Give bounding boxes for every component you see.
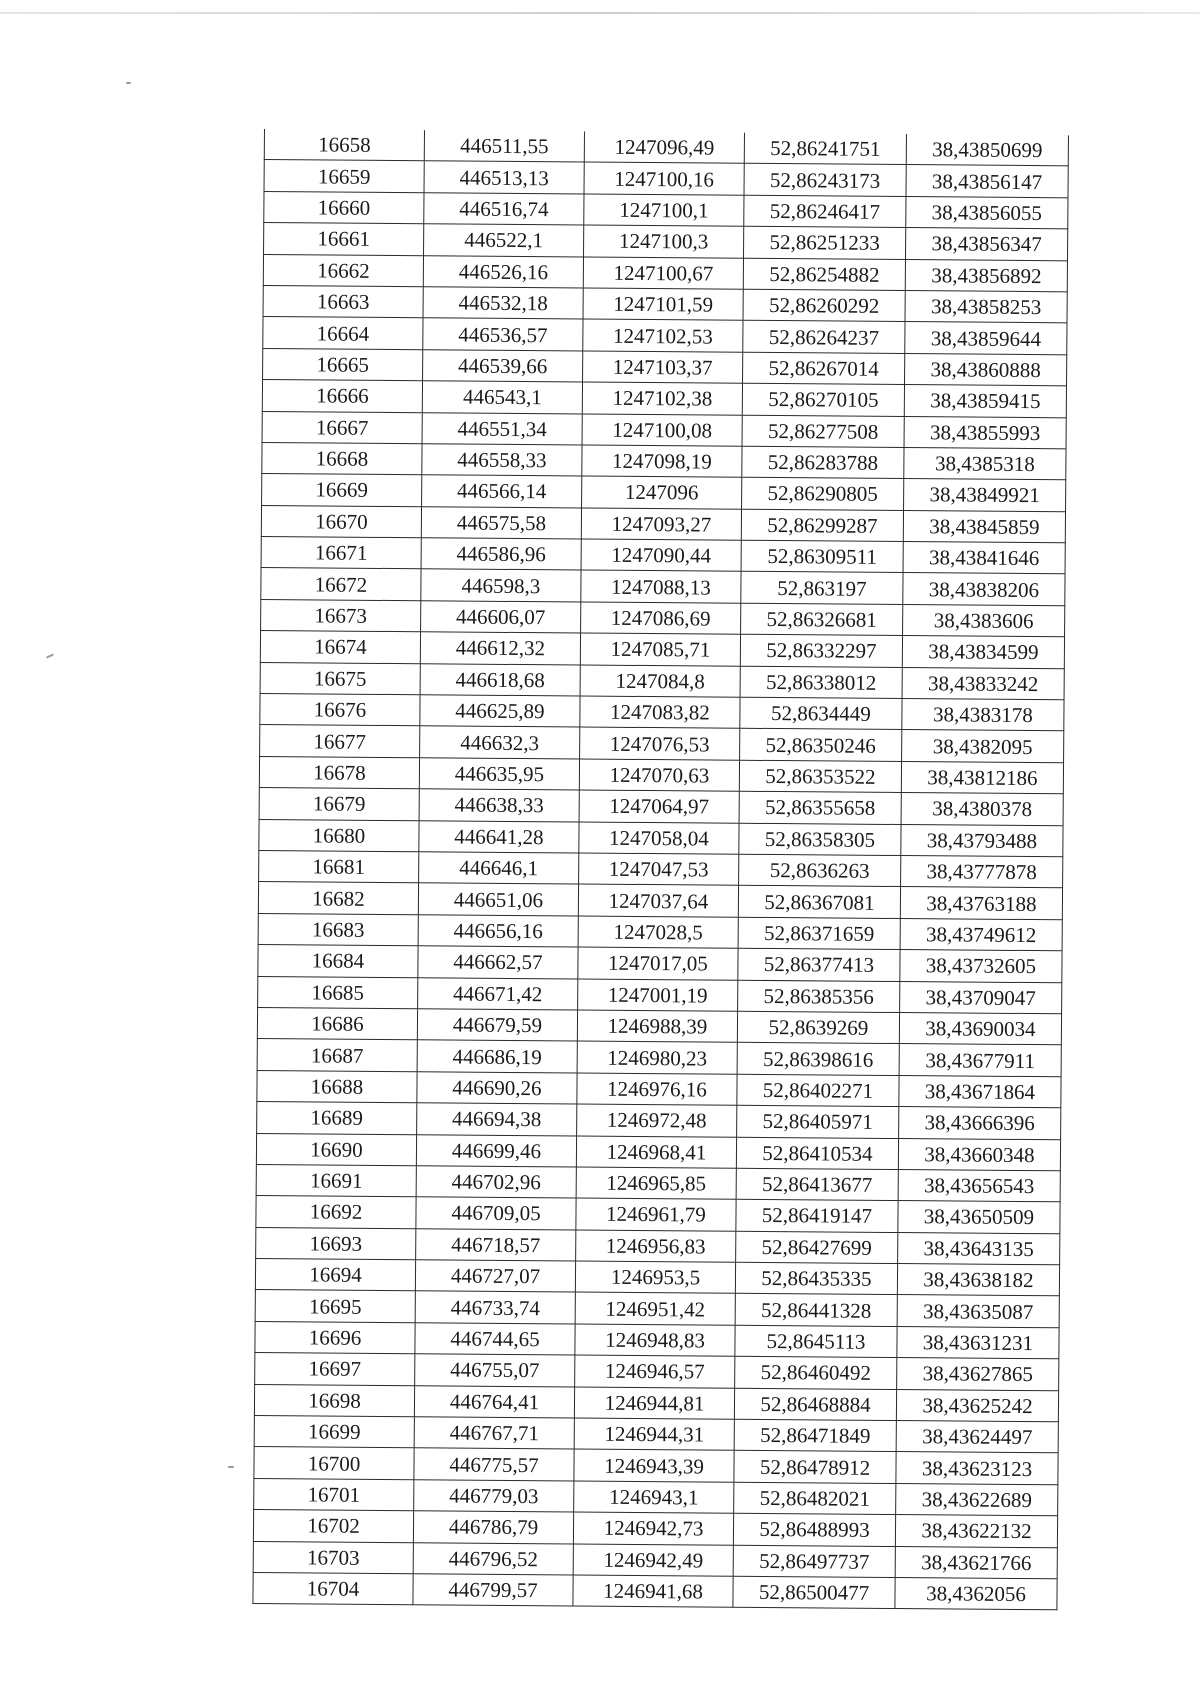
latitude-cell: 52,86427699 bbox=[736, 1231, 898, 1264]
latitude-cell: 52,86500477 bbox=[733, 1576, 895, 1609]
longitude-cell: 38,43812186 bbox=[901, 761, 1063, 794]
point-number-cell: 16687 bbox=[257, 1039, 417, 1072]
longitude-cell: 38,43850699 bbox=[906, 134, 1068, 166]
x-coordinate-cell: 446775,57 bbox=[414, 1448, 574, 1481]
y-coordinate-cell: 1246943,1 bbox=[574, 1481, 734, 1514]
longitude-cell: 38,43849921 bbox=[904, 479, 1066, 512]
y-coordinate-cell: 1247093,27 bbox=[581, 508, 741, 541]
x-coordinate-cell: 446662,57 bbox=[418, 946, 578, 979]
latitude-cell: 52,86243173 bbox=[744, 164, 906, 197]
longitude-cell: 38,43859644 bbox=[905, 322, 1067, 355]
longitude-cell: 38,43625242 bbox=[896, 1389, 1058, 1422]
latitude-cell: 52,86309511 bbox=[741, 540, 903, 573]
point-number-cell: 16684 bbox=[258, 945, 418, 978]
longitude-cell: 38,43856055 bbox=[906, 196, 1068, 229]
point-number-cell: 16695 bbox=[255, 1290, 415, 1323]
x-coordinate-cell: 446532,18 bbox=[423, 287, 583, 320]
latitude-cell: 52,86358305 bbox=[739, 823, 901, 856]
point-number-cell: 16690 bbox=[256, 1133, 416, 1166]
y-coordinate-cell: 1247058,04 bbox=[579, 822, 739, 855]
x-coordinate-cell: 446651,06 bbox=[418, 883, 578, 916]
x-coordinate-cell: 446686,19 bbox=[417, 1040, 577, 1073]
latitude-cell: 52,86398616 bbox=[737, 1043, 899, 1076]
longitude-cell: 38,4383178 bbox=[902, 699, 1064, 732]
latitude-cell: 52,86441328 bbox=[735, 1294, 897, 1327]
latitude-cell: 52,86488993 bbox=[733, 1513, 895, 1546]
x-coordinate-cell: 446699,46 bbox=[416, 1134, 576, 1167]
x-coordinate-cell: 446694,38 bbox=[417, 1103, 577, 1136]
latitude-cell: 52,86402271 bbox=[737, 1074, 899, 1107]
longitude-cell: 38,43709047 bbox=[900, 981, 1062, 1014]
latitude-cell: 52,86326681 bbox=[741, 603, 903, 636]
latitude-cell: 52,86497737 bbox=[733, 1545, 895, 1578]
y-coordinate-cell: 1247064,97 bbox=[579, 790, 739, 823]
point-number-cell: 16701 bbox=[254, 1478, 414, 1511]
latitude-cell: 52,86482021 bbox=[734, 1482, 896, 1515]
latitude-cell: 52,8636263 bbox=[739, 854, 901, 887]
y-coordinate-cell: 1246946,57 bbox=[575, 1355, 735, 1388]
latitude-cell: 52,86460492 bbox=[735, 1356, 897, 1389]
y-coordinate-cell: 1247102,38 bbox=[582, 382, 742, 415]
y-coordinate-cell: 1246968,41 bbox=[576, 1135, 736, 1168]
longitude-cell: 38,43777878 bbox=[901, 856, 1063, 889]
y-coordinate-cell: 1247098,19 bbox=[582, 445, 742, 478]
latitude-cell: 52,86277508 bbox=[742, 415, 904, 448]
point-number-cell: 16672 bbox=[261, 568, 421, 601]
point-number-cell: 16699 bbox=[254, 1415, 414, 1448]
latitude-cell: 52,86246417 bbox=[744, 195, 906, 228]
point-number-cell: 16694 bbox=[255, 1259, 415, 1292]
point-number-cell: 16663 bbox=[263, 285, 423, 318]
x-coordinate-cell: 446646,1 bbox=[419, 852, 579, 885]
point-number-cell: 16666 bbox=[262, 380, 422, 413]
longitude-cell: 38,43643135 bbox=[898, 1232, 1060, 1265]
latitude-cell: 52,8639269 bbox=[737, 1011, 899, 1044]
point-number-cell: 16697 bbox=[255, 1353, 415, 1386]
longitude-cell: 38,43677911 bbox=[899, 1044, 1061, 1077]
longitude-cell: 38,43732605 bbox=[900, 950, 1062, 983]
x-coordinate-cell: 446566,14 bbox=[422, 475, 582, 508]
point-number-cell: 16693 bbox=[256, 1227, 416, 1260]
longitude-cell: 38,4385318 bbox=[904, 447, 1066, 480]
latitude-cell: 52,86371659 bbox=[738, 917, 900, 950]
point-number-cell: 16675 bbox=[260, 662, 420, 695]
coordinates-table-body bbox=[253, 129, 1069, 1610]
longitude-cell: 38,43635087 bbox=[897, 1295, 1059, 1328]
longitude-cell: 38,43627865 bbox=[897, 1358, 1059, 1391]
latitude-cell: 52,86419147 bbox=[736, 1200, 898, 1233]
point-number-cell: 16682 bbox=[258, 882, 418, 915]
longitude-cell: 38,43845859 bbox=[903, 510, 1065, 543]
latitude-cell: 52,86338012 bbox=[740, 666, 902, 699]
y-coordinate-cell: 1246944,31 bbox=[574, 1418, 734, 1451]
x-coordinate-cell: 446679,59 bbox=[417, 1009, 577, 1042]
y-coordinate-cell: 1247100,08 bbox=[582, 414, 742, 447]
latitude-cell: 52,86241751 bbox=[744, 133, 906, 165]
point-number-cell: 16669 bbox=[262, 474, 422, 507]
y-coordinate-cell: 1246941,68 bbox=[573, 1575, 733, 1608]
y-coordinate-cell: 1246972,48 bbox=[577, 1104, 737, 1137]
latitude-cell: 52,86290805 bbox=[742, 478, 904, 511]
longitude-cell: 38,43623123 bbox=[896, 1452, 1058, 1485]
y-coordinate-cell: 1247084,8 bbox=[580, 665, 740, 698]
latitude-cell: 52,86410534 bbox=[736, 1137, 898, 1170]
latitude-cell: 52,86260292 bbox=[743, 289, 905, 322]
x-coordinate-cell: 446727,07 bbox=[415, 1260, 575, 1293]
longitude-cell: 38,4383606 bbox=[903, 604, 1065, 637]
longitude-cell: 38,43856892 bbox=[905, 259, 1067, 292]
point-number-cell: 16661 bbox=[264, 223, 424, 256]
x-coordinate-cell: 446558,33 bbox=[422, 444, 582, 477]
x-coordinate-cell: 446744,65 bbox=[415, 1323, 575, 1356]
longitude-cell: 38,43631231 bbox=[897, 1326, 1059, 1359]
y-coordinate-cell: 1247101,59 bbox=[583, 288, 743, 321]
longitude-cell: 38,43833242 bbox=[902, 667, 1064, 700]
latitude-cell: 52,86267014 bbox=[743, 352, 905, 385]
y-coordinate-cell: 1247001,19 bbox=[578, 979, 738, 1012]
x-coordinate-cell: 446702,96 bbox=[416, 1166, 576, 1199]
y-coordinate-cell: 1247047,53 bbox=[579, 853, 739, 886]
longitude-cell: 38,4380378 bbox=[901, 793, 1063, 826]
x-coordinate-cell: 446779,03 bbox=[414, 1480, 574, 1513]
point-number-cell: 16678 bbox=[259, 756, 419, 789]
x-coordinate-cell: 446551,34 bbox=[422, 412, 582, 445]
x-coordinate-cell: 446656,16 bbox=[418, 915, 578, 948]
latitude-cell: 52,86435335 bbox=[735, 1262, 897, 1295]
y-coordinate-cell: 1247088,13 bbox=[581, 570, 741, 603]
point-number-cell: 16658 bbox=[264, 129, 424, 161]
x-coordinate-cell: 446632,3 bbox=[420, 726, 580, 759]
point-number-cell: 16702 bbox=[253, 1510, 413, 1543]
y-coordinate-cell: 1247100,3 bbox=[584, 225, 744, 258]
x-coordinate-cell: 446786,79 bbox=[413, 1511, 573, 1544]
longitude-cell: 38,43624497 bbox=[896, 1421, 1058, 1454]
x-coordinate-cell: 446718,57 bbox=[416, 1228, 576, 1261]
x-coordinate-cell: 446543,1 bbox=[422, 381, 582, 414]
latitude-cell: 52,86471849 bbox=[734, 1419, 896, 1452]
x-coordinate-cell: 446575,58 bbox=[421, 506, 581, 539]
x-coordinate-cell: 446755,07 bbox=[415, 1354, 575, 1387]
x-coordinate-cell: 446671,42 bbox=[418, 977, 578, 1010]
point-number-cell: 16664 bbox=[263, 317, 423, 350]
latitude-cell: 52,86353522 bbox=[739, 760, 901, 793]
x-coordinate-cell: 446612,32 bbox=[420, 632, 580, 665]
latitude-cell: 52,863197 bbox=[741, 572, 903, 605]
longitude-cell: 38,43834599 bbox=[902, 636, 1064, 669]
longitude-cell: 38,43660348 bbox=[898, 1138, 1060, 1171]
longitude-cell: 38,43793488 bbox=[901, 824, 1063, 857]
x-coordinate-cell: 446733,74 bbox=[415, 1291, 575, 1324]
longitude-cell: 38,43859415 bbox=[904, 385, 1066, 418]
scan-top-edge bbox=[0, 12, 1200, 14]
point-number-cell: 16680 bbox=[259, 819, 419, 852]
y-coordinate-cell: 1247017,05 bbox=[578, 947, 738, 980]
latitude-cell: 52,86478912 bbox=[734, 1451, 896, 1484]
point-number-cell: 16689 bbox=[257, 1102, 417, 1135]
point-number-cell: 16698 bbox=[254, 1384, 414, 1417]
longitude-cell: 38,43749612 bbox=[900, 918, 1062, 951]
latitude-cell: 52,86332297 bbox=[740, 635, 902, 668]
longitude-cell: 38,43638182 bbox=[897, 1264, 1059, 1297]
table-row bbox=[253, 1572, 1057, 1610]
x-coordinate-cell: 446606,07 bbox=[421, 601, 581, 634]
point-number-cell: 16670 bbox=[261, 505, 421, 538]
latitude-cell: 52,86377413 bbox=[738, 948, 900, 981]
y-coordinate-cell: 1246965,85 bbox=[576, 1167, 736, 1200]
longitude-cell: 38,43841646 bbox=[903, 542, 1065, 575]
x-coordinate-cell: 446522,1 bbox=[424, 224, 584, 257]
point-number-cell: 16677 bbox=[260, 725, 420, 758]
latitude-cell: 52,8634449 bbox=[740, 697, 902, 730]
latitude-cell: 52,86254882 bbox=[743, 258, 905, 291]
y-coordinate-cell: 1246948,83 bbox=[575, 1324, 735, 1357]
y-coordinate-cell: 1247090,44 bbox=[581, 539, 741, 572]
y-coordinate-cell: 1247076,53 bbox=[580, 727, 740, 760]
latitude-cell: 52,86283788 bbox=[742, 446, 904, 479]
x-coordinate-cell: 446539,66 bbox=[423, 349, 583, 382]
longitude-cell: 38,43838206 bbox=[903, 573, 1065, 606]
coordinates-table bbox=[252, 129, 1069, 1611]
y-coordinate-cell: 1246942,73 bbox=[573, 1512, 733, 1545]
x-coordinate-cell: 446796,52 bbox=[413, 1542, 573, 1575]
x-coordinate-cell: 446690,26 bbox=[417, 1071, 577, 1104]
latitude-cell: 52,8645113 bbox=[735, 1325, 897, 1358]
y-coordinate-cell: 1246976,16 bbox=[577, 1073, 737, 1106]
latitude-cell: 52,86251233 bbox=[744, 226, 906, 259]
y-coordinate-cell: 1247103,37 bbox=[583, 351, 743, 384]
y-coordinate-cell: 1247100,1 bbox=[584, 194, 744, 227]
y-coordinate-cell: 1246951,42 bbox=[575, 1292, 735, 1325]
scan-speck bbox=[126, 82, 131, 84]
point-number-cell: 16691 bbox=[256, 1164, 416, 1197]
x-coordinate-cell: 446586,96 bbox=[421, 538, 581, 571]
point-number-cell: 16696 bbox=[255, 1321, 415, 1354]
x-coordinate-cell: 446526,16 bbox=[423, 255, 583, 288]
longitude-cell: 38,4382095 bbox=[902, 730, 1064, 763]
longitude-cell: 38,43622132 bbox=[895, 1515, 1057, 1548]
longitude-cell: 38,43650509 bbox=[898, 1201, 1060, 1234]
longitude-cell: 38,43621766 bbox=[895, 1546, 1057, 1579]
latitude-cell: 52,86367081 bbox=[738, 886, 900, 919]
longitude-cell: 38,43855993 bbox=[904, 416, 1066, 449]
coordinates-table-container bbox=[252, 129, 1068, 1611]
longitude-cell: 38,43690034 bbox=[899, 1012, 1061, 1045]
y-coordinate-cell: 1246988,39 bbox=[577, 1010, 737, 1043]
point-number-cell: 16688 bbox=[257, 1070, 417, 1103]
point-number-cell: 16686 bbox=[257, 1007, 417, 1040]
point-number-cell: 16685 bbox=[258, 976, 418, 1009]
y-coordinate-cell: 1247037,64 bbox=[578, 884, 738, 917]
x-coordinate-cell: 446511,55 bbox=[424, 130, 584, 162]
latitude-cell: 52,86355658 bbox=[739, 791, 901, 824]
point-number-cell: 16668 bbox=[262, 442, 422, 475]
x-coordinate-cell: 446598,3 bbox=[421, 569, 581, 602]
x-coordinate-cell: 446764,41 bbox=[414, 1385, 574, 1418]
point-number-cell: 16671 bbox=[261, 537, 421, 570]
point-number-cell: 16674 bbox=[260, 631, 420, 664]
point-number-cell: 16660 bbox=[264, 191, 424, 224]
y-coordinate-cell: 1247085,71 bbox=[580, 633, 740, 666]
point-number-cell: 16683 bbox=[258, 913, 418, 946]
y-coordinate-cell: 1247100,67 bbox=[583, 257, 743, 290]
longitude-cell: 38,43622689 bbox=[896, 1483, 1058, 1516]
point-number-cell: 16665 bbox=[263, 348, 423, 381]
longitude-cell: 38,43763188 bbox=[900, 887, 1062, 920]
y-coordinate-cell: 1246943,39 bbox=[574, 1449, 734, 1482]
y-coordinate-cell: 1247028,5 bbox=[578, 916, 738, 949]
point-number-cell: 16662 bbox=[263, 254, 423, 287]
y-coordinate-cell: 1247096,49 bbox=[584, 132, 744, 164]
latitude-cell: 52,86270105 bbox=[742, 383, 904, 416]
latitude-cell: 52,86299287 bbox=[741, 509, 903, 542]
x-coordinate-cell: 446635,95 bbox=[419, 758, 579, 791]
latitude-cell: 52,86385356 bbox=[738, 980, 900, 1013]
x-coordinate-cell: 446513,13 bbox=[424, 161, 584, 194]
scan-speck bbox=[46, 653, 54, 658]
longitude-cell: 38,43671864 bbox=[899, 1075, 1061, 1108]
y-coordinate-cell: 1247083,82 bbox=[580, 696, 740, 729]
y-coordinate-cell: 1247102,53 bbox=[583, 319, 743, 352]
longitude-cell: 38,43666396 bbox=[899, 1107, 1061, 1140]
longitude-cell: 38,43856347 bbox=[905, 228, 1067, 261]
longitude-cell: 38,43860888 bbox=[905, 353, 1067, 386]
x-coordinate-cell: 446516,74 bbox=[424, 193, 584, 226]
y-coordinate-cell: 1246961,79 bbox=[576, 1198, 736, 1231]
longitude-cell: 38,43856147 bbox=[906, 165, 1068, 198]
x-coordinate-cell: 446641,28 bbox=[419, 820, 579, 853]
x-coordinate-cell: 446767,71 bbox=[414, 1417, 574, 1450]
y-coordinate-cell: 1247100,16 bbox=[584, 162, 744, 195]
x-coordinate-cell: 446709,05 bbox=[416, 1197, 576, 1230]
latitude-cell: 52,86350246 bbox=[740, 729, 902, 762]
point-number-cell: 16681 bbox=[259, 850, 419, 883]
y-coordinate-cell: 1246944,81 bbox=[574, 1387, 734, 1420]
point-number-cell: 16676 bbox=[260, 694, 420, 727]
x-coordinate-cell: 446618,68 bbox=[420, 663, 580, 696]
y-coordinate-cell: 1246942,49 bbox=[573, 1544, 733, 1577]
x-coordinate-cell: 446638,33 bbox=[419, 789, 579, 822]
latitude-cell: 52,86468884 bbox=[734, 1388, 896, 1421]
latitude-cell: 52,86405971 bbox=[737, 1105, 899, 1138]
x-coordinate-cell: 446625,89 bbox=[420, 695, 580, 728]
point-number-cell: 16703 bbox=[253, 1541, 413, 1574]
latitude-cell: 52,86413677 bbox=[736, 1168, 898, 1201]
y-coordinate-cell: 1247070,63 bbox=[579, 759, 739, 792]
point-number-cell: 16673 bbox=[261, 599, 421, 632]
y-coordinate-cell: 1246980,23 bbox=[577, 1041, 737, 1074]
y-coordinate-cell: 1247096 bbox=[582, 476, 742, 509]
longitude-cell: 38,43858253 bbox=[905, 290, 1067, 323]
x-coordinate-cell: 446799,57 bbox=[413, 1574, 573, 1607]
point-number-cell: 16692 bbox=[256, 1196, 416, 1229]
y-coordinate-cell: 1246956,83 bbox=[576, 1230, 736, 1263]
point-number-cell: 16700 bbox=[254, 1447, 414, 1480]
latitude-cell: 52,86264237 bbox=[743, 321, 905, 354]
point-number-cell: 16667 bbox=[262, 411, 422, 444]
point-number-cell: 16659 bbox=[264, 160, 424, 193]
y-coordinate-cell: 1246953,5 bbox=[575, 1261, 735, 1294]
x-coordinate-cell: 446536,57 bbox=[423, 318, 583, 351]
point-number-cell: 16704 bbox=[253, 1572, 413, 1605]
longitude-cell: 38,43656543 bbox=[898, 1169, 1060, 1202]
scan-speck bbox=[228, 1466, 234, 1468]
y-coordinate-cell: 1247086,69 bbox=[581, 602, 741, 635]
longitude-cell: 38,4362056 bbox=[895, 1577, 1057, 1610]
point-number-cell: 16679 bbox=[259, 788, 419, 821]
